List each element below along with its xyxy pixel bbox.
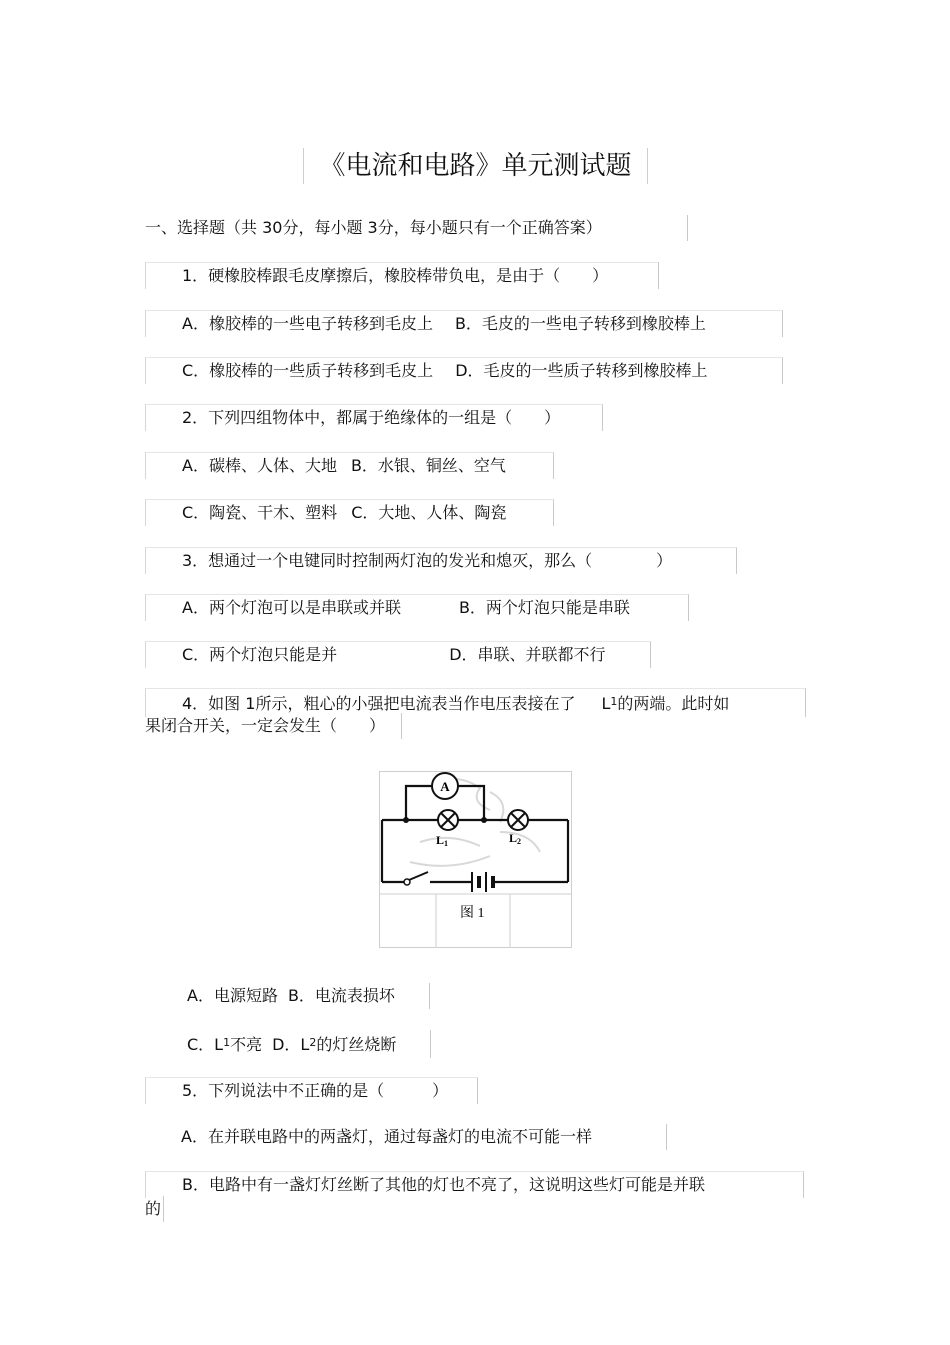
option-5a: A．在并联电路中的两盏灯，通过每盏灯的电流不可能一样 — [181, 1127, 592, 1146]
option-3a: A．两个灯泡可以是串联或并联 — [182, 598, 401, 617]
question-5-option-b — [145, 1171, 804, 1198]
option-3b: B．两个灯泡只能是串联 — [458, 598, 630, 617]
option-4a: A．电源短路 — [187, 986, 278, 1005]
option-2b: B．水银、铜丝、空气 — [350, 456, 506, 475]
section-heading: 一、选择题（共 30分，每小题 3分，每小题只有一个正确答案） — [145, 215, 688, 241]
option-3d: D．串联、并联都不行 — [449, 645, 606, 664]
question-1-options-ab — [145, 310, 783, 337]
question-4-stem: 4．如图 1所示，粗心的小强把电流表当作电压表接在了 $L_1$的两端。此时如 — [182, 694, 730, 713]
question-1-options-cd — [145, 357, 783, 384]
option-5b: B．电路中有一盏灯灯丝断了其他的灯也不亮了，这说明这些灯可能是并联 — [182, 1175, 705, 1194]
question-4-stem-line2: 果闭合开关，一定会发生（ ） — [145, 713, 402, 739]
question-5-option-a — [145, 1124, 667, 1150]
option-3c: C．两个灯泡只能是并 — [182, 645, 338, 664]
lamp2-label: L2 — [509, 831, 522, 846]
question-5 — [145, 1077, 478, 1104]
option-4c: C．$L_1$不亮 — [187, 1035, 263, 1054]
option-4b: B．电流表损坏 — [287, 986, 395, 1005]
question-3 — [145, 547, 737, 574]
circuit-figure — [379, 771, 572, 948]
option-2d: C．大地、人体、陶瓷 — [351, 503, 507, 522]
question-2-stem: 2．下列四组物体中，都属于绝缘体的一组是（ ） — [182, 408, 561, 427]
circuit-diagram — [380, 772, 571, 947]
lamp1-label: L1 — [436, 833, 449, 848]
question-4-options-cd — [145, 1030, 431, 1058]
question-4-options-ab — [145, 983, 430, 1009]
question-2-options-ab — [145, 452, 554, 479]
question-3-stem: 3．想通过一个电键同时控制两灯泡的发光和熄灭，那么（ ） — [182, 551, 673, 570]
page-title: 《电流和电路》单元测试题 — [303, 148, 648, 184]
question-5-stem: 5．下列说法中不正确的是（ ） — [182, 1081, 449, 1100]
option-1a: A．橡胶棒的一些电子转移到毛皮上 — [182, 314, 433, 333]
question-5-option-b-line2: 的 — [145, 1196, 164, 1222]
question-2 — [145, 404, 603, 431]
option-1b: B．毛皮的一些电子转移到橡胶棒上 — [454, 314, 706, 333]
option-1d: D．毛皮的一些质子转移到橡胶棒上 — [455, 361, 708, 380]
option-2c: C．陶瓷、干木、塑料 — [182, 503, 338, 522]
option-4d: D．$L_2$的灯丝烧断 — [272, 1035, 397, 1054]
figure-caption: 图 1 — [460, 906, 485, 921]
question-3-options-ab — [145, 594, 689, 621]
option-1c: C．橡胶棒的一些质子转移到毛皮上 — [182, 361, 434, 380]
question-2-options-cd — [145, 499, 554, 526]
question-1 — [145, 262, 659, 289]
question-3-options-cd — [145, 641, 651, 668]
ammeter-label: A — [440, 779, 450, 794]
option-2a: A．碳棒、人体、大地 — [182, 456, 337, 475]
question-1-stem: 1．硬橡胶棒跟毛皮摩擦后，橡胶棒带负电，是由于（ ） — [182, 266, 609, 285]
